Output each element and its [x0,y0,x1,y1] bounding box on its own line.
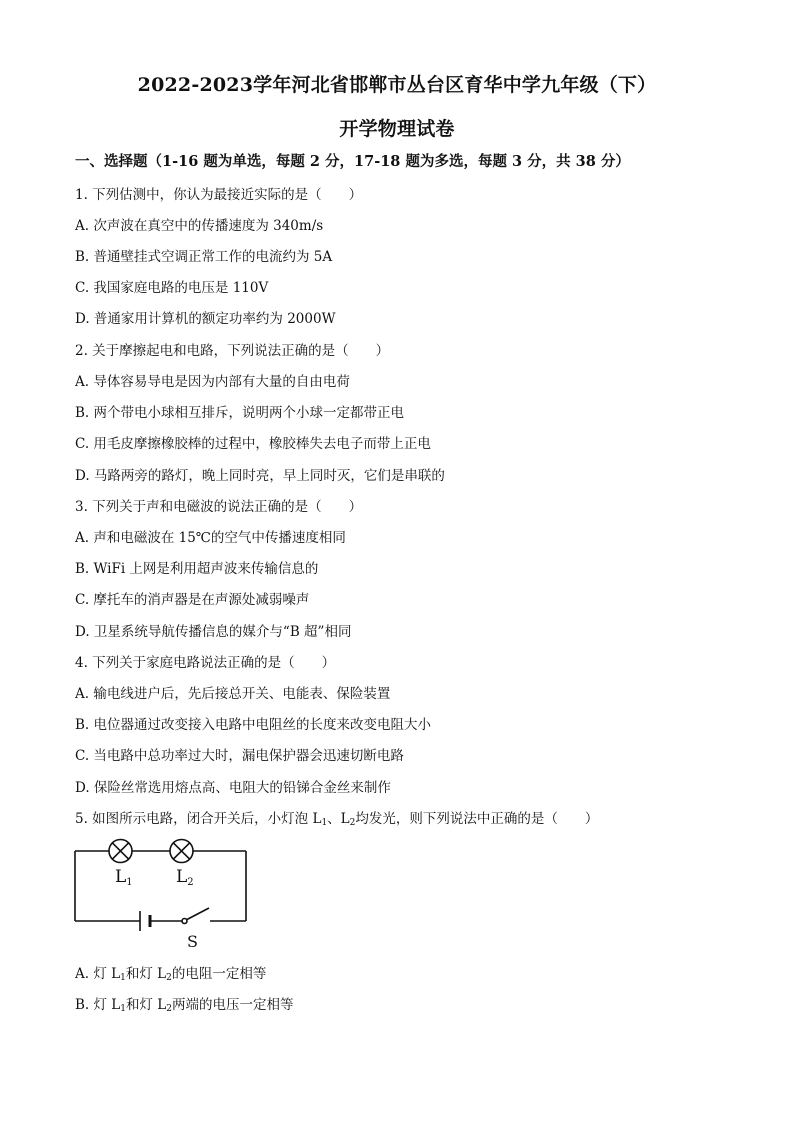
lamp-l1-label: L1 [115,867,133,888]
switch-label: S [187,932,198,951]
circuit-diagram [66,834,256,952]
question-4-option-b: B. 电位器通过改变接入电路中电阻丝的长度来改变电阻大小 [75,717,432,733]
question-3-option-d: D. 卫星系统导航传播信息的媒介与“B 超”相同 [75,624,352,640]
question-2-option-c: C. 用毛皮摩擦橡胶棒的过程中，橡胶棒失去电子而带上正电 [75,436,431,452]
exam-title-line2: 开学物理试卷 [339,118,455,140]
switch-icon [182,908,209,924]
question-4-option-d: D. 保险丝常选用熔点高、电阻大的铅锑合金丝来制作 [75,780,391,796]
question-5-stem: 5. 如图所示电路，闭合开关后，小灯泡 $L_1$、$L_2$均发光，则下列说法中正确的是（ ） [75,811,599,828]
question-1-stem: 1. 下列估测中，你认为最接近实际的是（ ） [75,187,363,203]
question-1-option-d: D. 普通家用计算机的额定功率约为 2000W [75,311,336,327]
section-heading: 一、选择题（1-16 题为单选，每题 2 分，17-18 题为多选，每题 3 分，共 38 分） [75,153,630,170]
exam-title-line1: 2022-2023学年河北省邯郸市丛台区育华中学九年级（下） [137,74,657,96]
lamp-l1-icon [109,840,132,863]
question-5-option-b: B. 灯 $L_1$和灯 $L_2$两端的电压一定相等 [75,997,294,1014]
lamp-l2-label: L2 [176,867,194,888]
question-4-option-c: C. 当电路中总功率过大时，漏电保护器会迅速切断电路 [75,748,404,764]
question-2-option-d: D. 马路两旁的路灯，晚上同时亮，早上同时灭，它们是串联的 [75,468,445,484]
question-4-stem: 4. 下列关于家庭电路说法正确的是（ ） [75,655,336,671]
question-3-stem: 3. 下列关于声和电磁波的说法正确的是（ ） [75,499,363,515]
question-5-option-a: A. 灯 $L_1$和灯 $L_2$的电阻一定相等 [75,966,267,983]
question-1-option-c: C. 我国家庭电路的电压是 110V [75,280,269,296]
question-3-option-b: B. WiFi 上网是利用超声波来传输信息的 [75,561,319,577]
question-3-option-a: A. 声和电磁波在 15℃的空气中传播速度相同 [75,530,346,546]
lamp-l2-icon [170,840,193,863]
question-4-option-a: A. 输电线进户后，先后接总开关、电能表、保险装置 [75,686,391,702]
question-2-option-a: A. 导体容易导电是因为内部有大量的自由电荷 [75,374,350,390]
battery-icon [140,911,150,931]
question-3-option-c: C. 摩托车的消声器是在声源处减弱噪声 [75,592,310,608]
question-2-option-b: B. 两个带电小球相互排斥，说明两个小球一定都带正电 [75,405,405,421]
question-2-stem: 2. 关于摩擦起电和电路，下列说法正确的是（ ） [75,343,390,359]
question-1-option-a: A. 次声波在真空中的传播速度为 340m/s [75,218,324,234]
question-1-option-b: B. 普通壁挂式空调正常工作的电流约为 5A [75,249,333,265]
